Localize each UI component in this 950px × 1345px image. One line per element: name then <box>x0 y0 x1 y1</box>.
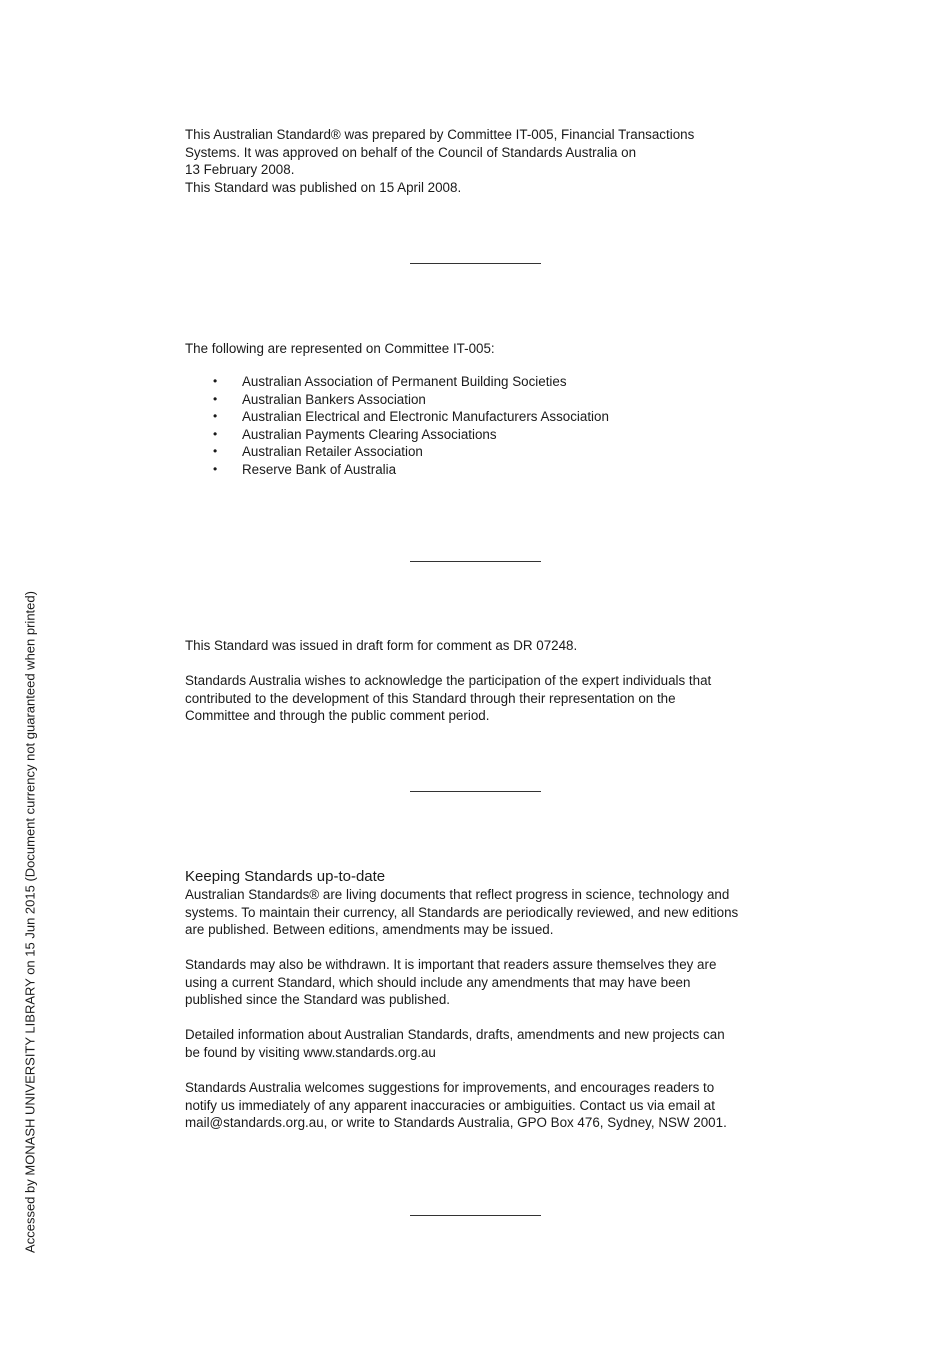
committee-member: Reserve Bank of Australia <box>242 461 397 477</box>
section-divider <box>410 561 541 562</box>
bullet-icon: • <box>213 461 218 476</box>
acknowledgement-line: contributed to the development of this Standard through their representation on the <box>185 690 676 706</box>
living-documents-paragraph <box>185 886 775 939</box>
paragraph-line: Standards may also be withdrawn. It is important that readers assure themselves they are <box>185 957 717 972</box>
list-item <box>185 373 609 391</box>
committee-member-list <box>185 373 609 479</box>
list-item <box>185 391 609 409</box>
paragraph-line: published since the Standard was published. <box>185 992 451 1008</box>
website-paragraph <box>185 1026 775 1061</box>
acknowledgement-paragraph <box>185 672 775 725</box>
paragraph-line: mail@standards.org.au, or write to Standards Australia, GPO Box 476, Sydney, NSW 2001. <box>185 1115 727 1131</box>
section-divider <box>410 1215 541 1216</box>
committee-member: Australian Payments Clearing Associations <box>242 426 497 442</box>
paragraph-line: are published. Between editions, amendments may be issued. <box>185 922 554 938</box>
list-item <box>185 443 609 461</box>
acknowledgement-line: Standards Australia wishes to acknowledge the participation of the expert individuals that <box>185 673 712 688</box>
access-note-text: Accessed by MONASH UNIVERSITY LIBRARY on 15 Jun 2015 (Document currency not guaranteed when printed) <box>22 591 38 1253</box>
committee-member: Australian Retailer Association <box>242 444 423 460</box>
approval-line: Systems. It was approved on behalf of the Council of Standards Australia on <box>185 144 637 160</box>
list-item <box>185 461 609 479</box>
bullet-icon: • <box>213 409 218 424</box>
paragraph-line: systems. To maintain their currency, all Standards are periodically reviewed, and new editions <box>185 904 739 920</box>
bullet-icon: • <box>213 426 218 441</box>
approval-line: This Australian Standard® was prepared by Committee IT-005, Financial Transactions <box>185 127 695 142</box>
paragraph-line: using a current Standard, which should include any amendments that may have been <box>185 974 691 990</box>
bullet-icon: • <box>213 444 218 459</box>
bullet-icon: • <box>213 391 218 406</box>
paragraph-line: be found by visiting www.standards.org.au <box>185 1044 436 1060</box>
committee-intro: The following are represented on Committee IT-005: <box>185 341 495 356</box>
committee-member: Australian Electrical and Electronic Manufacturers Association <box>242 409 609 425</box>
contact-paragraph <box>185 1079 775 1132</box>
committee-member: Australian Bankers Association <box>242 391 426 407</box>
draft-issued-statement: This Standard was issued in draft form for comment as DR 07248. <box>185 638 578 653</box>
paragraph-line: Standards Australia welcomes suggestions for improvements, and encourages readers to <box>185 1080 715 1095</box>
acknowledgement-line: Committee and through the public comment period. <box>185 708 490 724</box>
paragraph-line: notify us immediately of any apparent inaccuracies or ambiguities. Contact us via email at <box>185 1097 715 1113</box>
approval-line: This Standard was published on 15 April 2008. <box>185 179 462 195</box>
list-item <box>185 408 609 426</box>
withdrawn-paragraph <box>185 956 775 1009</box>
bullet-icon: • <box>213 374 218 388</box>
list-item <box>185 426 609 444</box>
approval-line: 13 February 2008. <box>185 162 295 178</box>
paragraph-line: Detailed information about Australian Standards, drafts, amendments and new projects can <box>185 1027 725 1042</box>
committee-member: Australian Association of Permanent Building Societies <box>242 374 567 389</box>
section-heading: Keeping Standards up-to-date <box>185 868 386 885</box>
section-divider <box>410 791 541 792</box>
section-divider <box>410 263 541 264</box>
paragraph-line: Australian Standards® are living documents that reflect progress in science, technology and <box>185 887 730 902</box>
approval-statement <box>185 126 775 196</box>
